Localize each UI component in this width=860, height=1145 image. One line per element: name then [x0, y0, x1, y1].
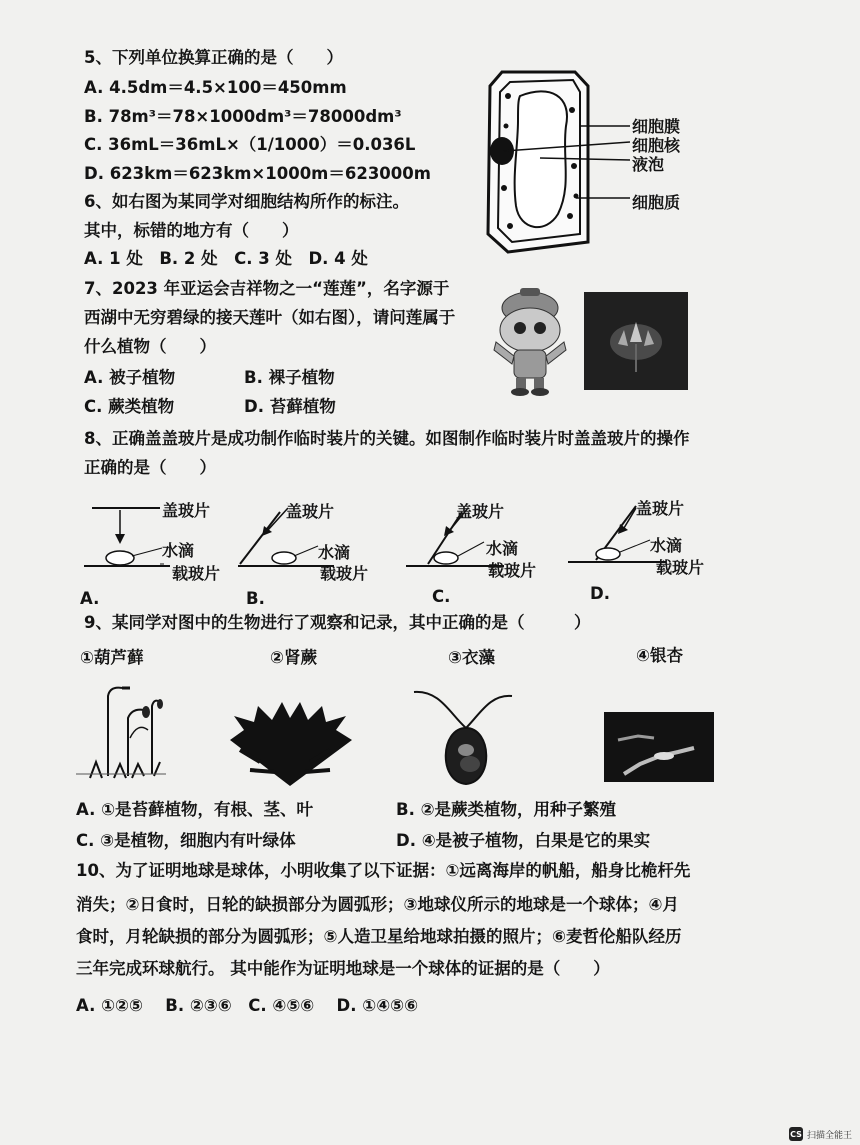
fig-d-label-slide: 载玻片: [656, 558, 705, 577]
q9-option-d: D. ④是被子植物，白果是它的果实: [396, 831, 651, 850]
fern-image: [220, 700, 360, 790]
fig-a-label-slide: 载玻片: [172, 564, 221, 583]
cell-label-vacuole: 液泡: [632, 155, 665, 174]
fig-b-label-water: 水滴: [318, 543, 351, 562]
q6-stem: 6、如右图为某同学对细胞结构所作的标注。: [84, 192, 409, 211]
q8-stem-1: 8、正确盖盖玻片是成功制作临时装片的关键。如图制作临时装片时盖盖玻片的操作: [84, 429, 690, 448]
q7-stem-1: 7、2023 年亚运会吉祥物之一“莲莲”，名字源于: [84, 279, 450, 298]
q9-organism-4: ④银杏: [636, 646, 683, 665]
q10-line-3: 食时，月轮缺损的部分为圆弧形；⑤人造卫星给地球拍摄的照片；⑥麦哲伦船队经历: [76, 927, 682, 946]
q5-stem: 5、下列单位换算正确的是（ ）: [84, 48, 343, 67]
fig-a-label-water: 水滴: [162, 541, 195, 560]
q5-option-a: A. 4.5dm＝4.5×100＝450mm: [84, 78, 347, 97]
fig-a-letter: A.: [80, 589, 100, 608]
mascot-lianlian-image: [484, 286, 576, 398]
q8-stem-2: 正确的是（ ）: [84, 458, 216, 477]
q9-stem: 9、某同学对图中的生物进行了观察和记录，其中正确的是（ ）: [84, 613, 591, 632]
q10-options: A. ①②⑤ B. ②③⑥ C. ④⑤⑥ D. ①④⑤⑥: [76, 996, 419, 1015]
q9-organism-2: ②肾蕨: [270, 648, 317, 667]
q5-option-c: C. 36mL＝36mL×（1/1000）＝0.036L: [84, 135, 416, 154]
chlamydomonas-image: [410, 684, 520, 794]
q5-option-d: D. 623km＝623km×1000m＝623000m: [84, 164, 431, 183]
ginkgo-branch-icon: [604, 712, 714, 782]
q10-line-1: 10、为了证明地球是球体，小明收集了以下证据：①远离海岸的帆船，船身比桅杆先: [76, 861, 691, 880]
fig-a-label-cover: 盖玻片: [162, 501, 211, 520]
q9-option-b: B. ②是蕨类植物，用种子繁殖: [396, 800, 617, 819]
fig-c-label-cover: 盖玻片: [456, 502, 505, 521]
fig-c-label-slide: 载玻片: [488, 561, 537, 580]
fig-b-label-slide: 载玻片: [320, 564, 369, 583]
q10-line-2: 消失；②日食时，日轮的缺损部分为圆弧形；③地球仪所示的地球是一个球体；④月: [76, 895, 679, 914]
cell-label-nucleus: 细胞核: [632, 136, 681, 155]
cell-label-membrane: 细胞膜: [632, 117, 681, 136]
q9-option-a: A. ①是苔藓植物，有根、茎、叶: [76, 800, 314, 819]
q10-line-4: 三年完成环球航行。 其中能作为证明地球是一个球体的证据的是（ ）: [76, 959, 610, 978]
scanner-app-name: 扫描全能王: [806, 1130, 852, 1141]
q5-option-b: B. 78m³＝78×1000dm³＝78000dm³: [84, 107, 402, 126]
lotus-photo: [584, 292, 688, 390]
moss-image: [70, 678, 170, 788]
q9-organism-1: ①葫芦藓: [80, 648, 144, 667]
q7-option-a: A. 被子植物: [84, 368, 176, 387]
fig-c-label-water: 水滴: [486, 539, 519, 558]
q9-organism-3: ③衣藻: [448, 648, 495, 667]
q7-option-d: D. 苔藓植物: [244, 397, 336, 416]
fig-c-letter: C.: [432, 587, 451, 606]
fig-b-letter: B.: [246, 589, 265, 608]
cell-label-cytoplasm: 细胞质: [632, 193, 681, 212]
fig-d-label-cover: 盖玻片: [636, 499, 685, 518]
lotus-flower-icon: [584, 292, 688, 390]
fig-d-letter: D.: [590, 584, 610, 603]
q7-option-c: C. 蕨类植物: [84, 397, 175, 416]
ginkgo-photo: [604, 712, 714, 782]
q9-option-c: C. ③是植物，细胞内有叶绿体: [76, 831, 296, 850]
q7-stem-2: 西湖中无穷碧绿的接天莲叶（如右图），请问莲属于: [84, 308, 456, 327]
fig-b-label-cover: 盖玻片: [286, 502, 335, 521]
q7-option-b: B. 裸子植物: [244, 368, 335, 387]
q6-stem-2: 其中，标错的地方有（ ）: [84, 221, 299, 240]
q7-stem-3: 什么植物（ ）: [84, 337, 216, 356]
q6-options: A. 1 处 B. 2 处 C. 3 处 D. 4 处: [84, 249, 368, 268]
scanner-watermark: [789, 1127, 852, 1141]
fig-d-label-water: 水滴: [650, 536, 683, 555]
scanner-logo-icon: CS: [789, 1127, 803, 1141]
